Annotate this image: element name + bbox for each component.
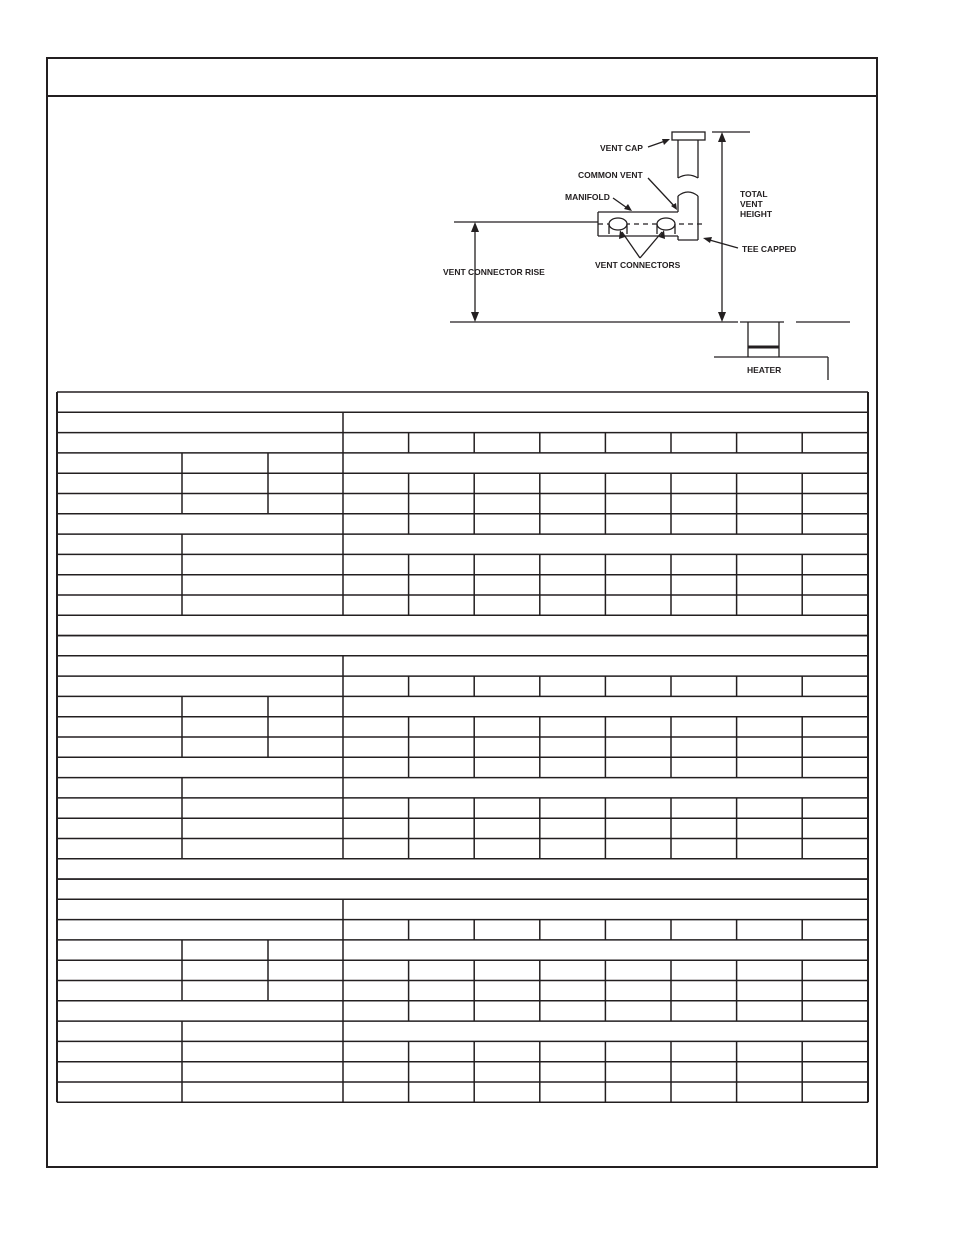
label-total: TOTAL (740, 189, 768, 199)
label-manifold: MANIFOLD (565, 192, 610, 202)
label-common-vent: COMMON VENT (578, 170, 643, 180)
label-vent-connectors: VENT CONNECTORS (595, 260, 681, 270)
label-vent-cap: VENT CAP (600, 143, 643, 153)
label-tee-capped: TEE CAPPED (742, 244, 797, 254)
label-height: HEIGHT (740, 209, 773, 219)
label-vent-connector-rise: VENT CONNECTOR RISE (443, 267, 545, 277)
label-vent: VENT (740, 199, 763, 209)
label-heater: HEATER (747, 365, 782, 375)
